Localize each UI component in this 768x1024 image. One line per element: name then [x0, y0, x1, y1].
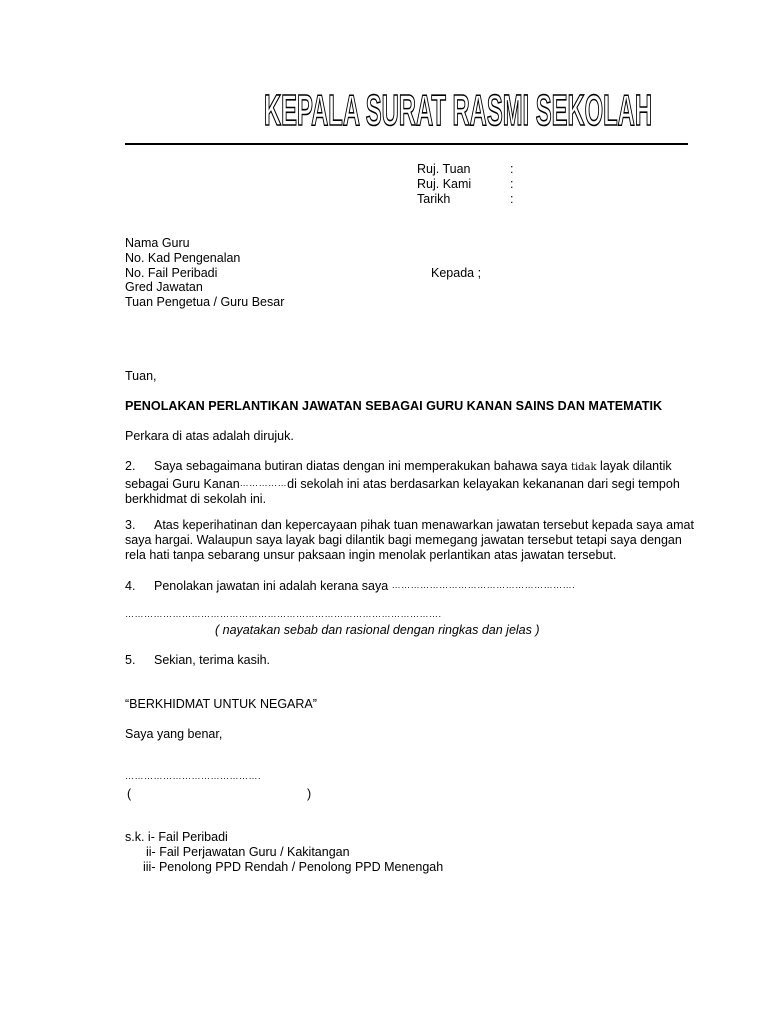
- paragraph-3: [125, 518, 695, 562]
- sender-line: No. Fail Peribadi: [125, 265, 218, 280]
- recipient-label: Kepada ;: [431, 266, 482, 280]
- signature-close-paren: ): [307, 787, 312, 801]
- paragraph-text: layak dilantik sebagai Guru Kanan: [125, 459, 672, 491]
- header-divider: [125, 143, 688, 145]
- letterhead-title-text: KEPALA SURAT RASMI SEKOLAH: [264, 86, 652, 134]
- paragraph-number: 5.: [125, 653, 136, 667]
- ref-label: Ruj. Kami: [417, 177, 472, 191]
- instruction-note: ( nayatakan sebab dan rasional dengan ringkas dan jelas ): [215, 623, 540, 637]
- closing: Saya yang benar,: [125, 727, 223, 741]
- paragraph-number: 4.: [125, 579, 136, 593]
- salutation: Tuan,: [125, 369, 157, 383]
- ref-colon: :: [510, 192, 514, 206]
- paragraph-number: 2.: [125, 459, 136, 473]
- fill-in-dots-line: ……………………………………………………………………………………….: [125, 609, 442, 619]
- fill-in-dots: ……………: [239, 477, 288, 488]
- paragraph-2: [125, 459, 695, 506]
- copies-list: [125, 830, 443, 874]
- sender-line: Nama Guru: [125, 236, 190, 250]
- sender-line: No. Kad Pengenalan: [125, 250, 241, 265]
- copy-item: iii- Penolong PPD Rendah / Penolong PPD Menengah: [143, 859, 444, 874]
- paragraph-text: Penolakan jawatan ini adalah kerana saya: [154, 579, 392, 593]
- ref-label: Ruj. Tuan: [417, 162, 471, 176]
- signature-open-paren: (: [127, 787, 132, 801]
- paragraph-text: di sekolah ini atas berdasarkan kelayakan kekananan dari segi tempoh berkhidmat di sekolah ini.: [125, 476, 680, 506]
- letterhead-title: [262, 78, 654, 134]
- intro-line: Perkara di atas adalah dirujuk.: [125, 429, 294, 443]
- fill-in-dots: ………………………………………………….: [391, 580, 576, 590]
- ref-colon: :: [510, 177, 514, 191]
- copy-item: s.k. i- Fail Peribadi: [125, 830, 228, 844]
- paragraph-text: Atas keperihatinan dan kepercayaan pihak tuan menawarkan jawatan tersebut kepada saya amat saya hargai. Walaupun saya layak bagi dilantik bagi memegang jawatan tersebut tetapi saya dengan rela hati tanpa sebarang unsur paksaan ingin menolak perlantikan atas jawatan tersebut.: [125, 518, 694, 562]
- ref-colon: :: [510, 162, 514, 176]
- sender-details: [125, 236, 284, 310]
- copy-item: ii- Fail Perjawatan Guru / Kakitangan: [146, 844, 350, 859]
- sender-line: Tuan Pengetua / Guru Besar: [125, 295, 285, 310]
- paragraph-4: [125, 578, 695, 594]
- paragraph-text: Saya sebagaimana butiran diatas dengan ini memperakukan bahawa saya: [154, 459, 571, 473]
- paragraph-text: Sekian, terima kasih.: [154, 653, 271, 667]
- sender-line: Gred Jawatan: [125, 280, 203, 295]
- signature-line: …………………………………….: [125, 771, 262, 781]
- paragraph-5: [125, 653, 270, 667]
- motto: “BERKHIDMAT UNTUK NEGARA”: [125, 697, 317, 711]
- letterhead-title-graphic: [262, 78, 654, 134]
- letter-subject: PENOLAKAN PERLANTIKAN JAWATAN SEBAGAI GURU KANAN SAINS DAN MATEMATIK: [125, 399, 663, 413]
- paragraph-number: 3.: [125, 518, 136, 532]
- tidak-word: tidak: [570, 462, 597, 473]
- ref-label: Tarikh: [417, 192, 451, 206]
